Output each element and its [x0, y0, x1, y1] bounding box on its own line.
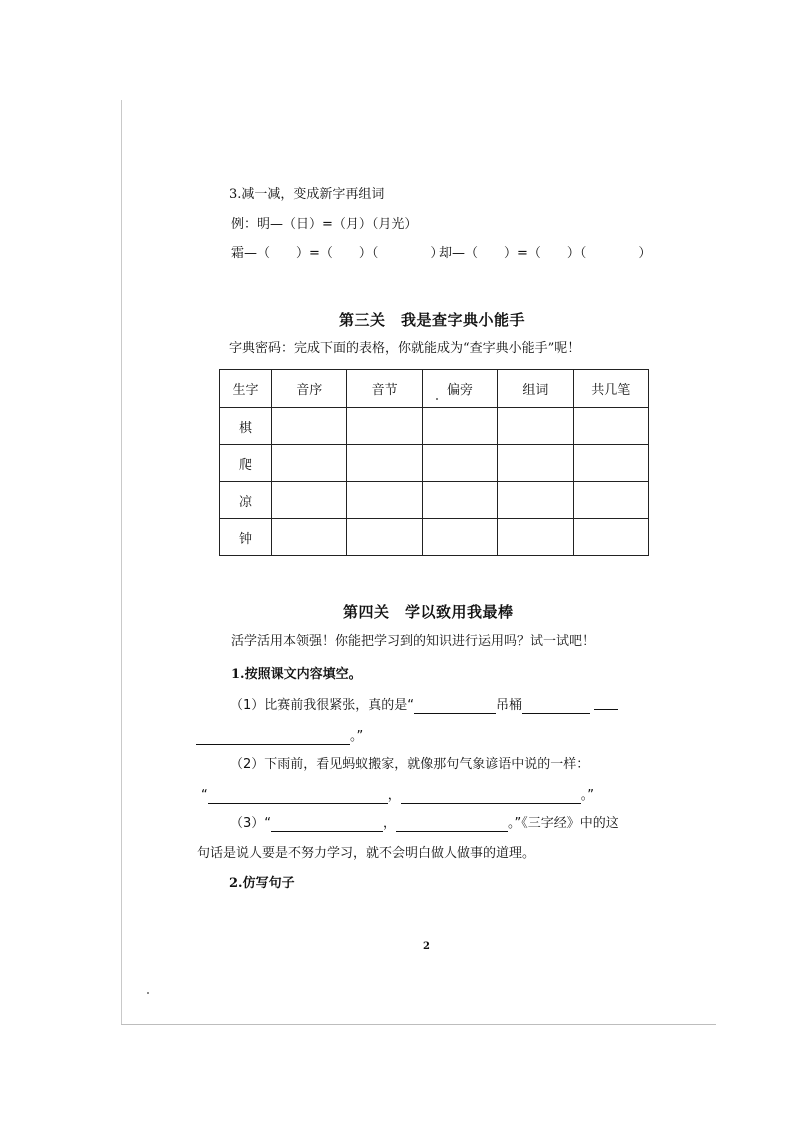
fill-blank[interactable] [414, 699, 496, 714]
table-row [220, 445, 649, 482]
exercise-3-title: 3.减一减，变成新字再组词 [229, 187, 385, 202]
scan-speck [436, 398, 438, 400]
header-cell: 音节 [347, 370, 422, 408]
answer-cell[interactable] [422, 519, 497, 556]
answer-cell[interactable] [422, 408, 497, 445]
answer-cell[interactable] [573, 445, 648, 482]
answer-cell[interactable] [573, 482, 648, 519]
answer-cell[interactable] [498, 519, 573, 556]
answer-cell[interactable] [272, 482, 347, 519]
header-cell: 共几笔 [573, 370, 648, 408]
fill-blank[interactable] [396, 817, 508, 832]
table-row [220, 408, 649, 445]
answer-cell[interactable] [347, 408, 422, 445]
scan-speck [147, 992, 149, 994]
question-1-2-end: 。” [580, 788, 595, 803]
header-cell: 生字 [220, 370, 272, 408]
page-number: 2 [423, 941, 430, 952]
fill-blank[interactable] [522, 699, 590, 714]
character-cell: 钟 [220, 519, 272, 556]
header-cell: 音序 [272, 370, 347, 408]
fill-blank[interactable] [208, 789, 388, 804]
answer-cell[interactable] [422, 482, 497, 519]
question-1-3 [230, 816, 619, 832]
question-1-2-continued [201, 788, 594, 804]
answer-cell[interactable] [573, 408, 648, 445]
exercise-3-question-shuang: 霜—（ ）=（ ）（ ） [231, 246, 444, 261]
table-row [220, 482, 649, 519]
exercise-3-example: 例：明—（日）=（月）（月光） [231, 217, 418, 232]
exercise-3-question-que: 却—（ ）=（ ）（ ） [439, 246, 652, 261]
section-4-heading: 第四关 学以致用我最棒 [343, 603, 514, 621]
question-1-1-middle: 吊桶 [496, 698, 523, 713]
fill-blank[interactable] [196, 730, 350, 745]
answer-cell[interactable] [347, 482, 422, 519]
question-1-2-open-quote: “ [201, 788, 208, 803]
answer-cell[interactable] [573, 519, 648, 556]
dash-mark [594, 701, 618, 710]
answer-cell[interactable] [272, 445, 347, 482]
answer-cell[interactable] [498, 445, 573, 482]
answer-cell[interactable] [422, 445, 497, 482]
fill-blank[interactable] [401, 789, 581, 804]
section-3-intro: 字典密码：完成下面的表格，你就能成为“查字典小能手”呢！ [229, 341, 581, 356]
answer-cell[interactable] [347, 445, 422, 482]
question-1-3-prefix: （3）“ [230, 816, 272, 831]
question-1-1-end: 。” [350, 729, 364, 744]
header-cell: 偏旁 [422, 370, 497, 408]
answer-cell[interactable] [272, 408, 347, 445]
table-row [220, 519, 649, 556]
question-1-1 [230, 698, 618, 714]
question-1-2: （2）下雨前，看见蚂蚁搬家，就像那句气象谚语中说的一样： [230, 757, 590, 772]
scan-edge-bottom [121, 1024, 716, 1025]
dictionary-table [219, 369, 649, 556]
character-cell: 棋 [220, 408, 272, 445]
answer-cell[interactable] [347, 519, 422, 556]
answer-cell[interactable] [498, 482, 573, 519]
section-4-intro: 活学活用本领强！你能把学习到的知识进行运用吗？试一试吧！ [231, 634, 596, 649]
character-cell: 爬 [220, 445, 272, 482]
question-1-3-continued: 句话是说人要是不努力学习，就不会明白做人做事的道理。 [197, 846, 536, 861]
question-1-1-continued [196, 729, 363, 745]
question-1-1-prefix: （1）比赛前我很紧张，真的是“ [230, 698, 415, 713]
character-cell: 凉 [220, 482, 272, 519]
answer-cell[interactable] [272, 519, 347, 556]
section-3-heading: 第三关 我是查字典小能手 [339, 311, 526, 329]
question-1-3-end: 。”《三字经》中的这 [508, 816, 619, 831]
question-1-3-comma: ， [383, 816, 397, 831]
fill-blank[interactable] [271, 817, 383, 832]
question-1-2-comma: ， [387, 788, 401, 803]
scan-edge-left [121, 100, 122, 1025]
question-1-title: 1.按照课文内容填空。 [231, 667, 362, 682]
question-2-title: 2.仿写句子 [229, 876, 295, 891]
table-header-row [220, 370, 649, 408]
answer-cell[interactable] [498, 408, 573, 445]
header-cell: 组词 [498, 370, 573, 408]
